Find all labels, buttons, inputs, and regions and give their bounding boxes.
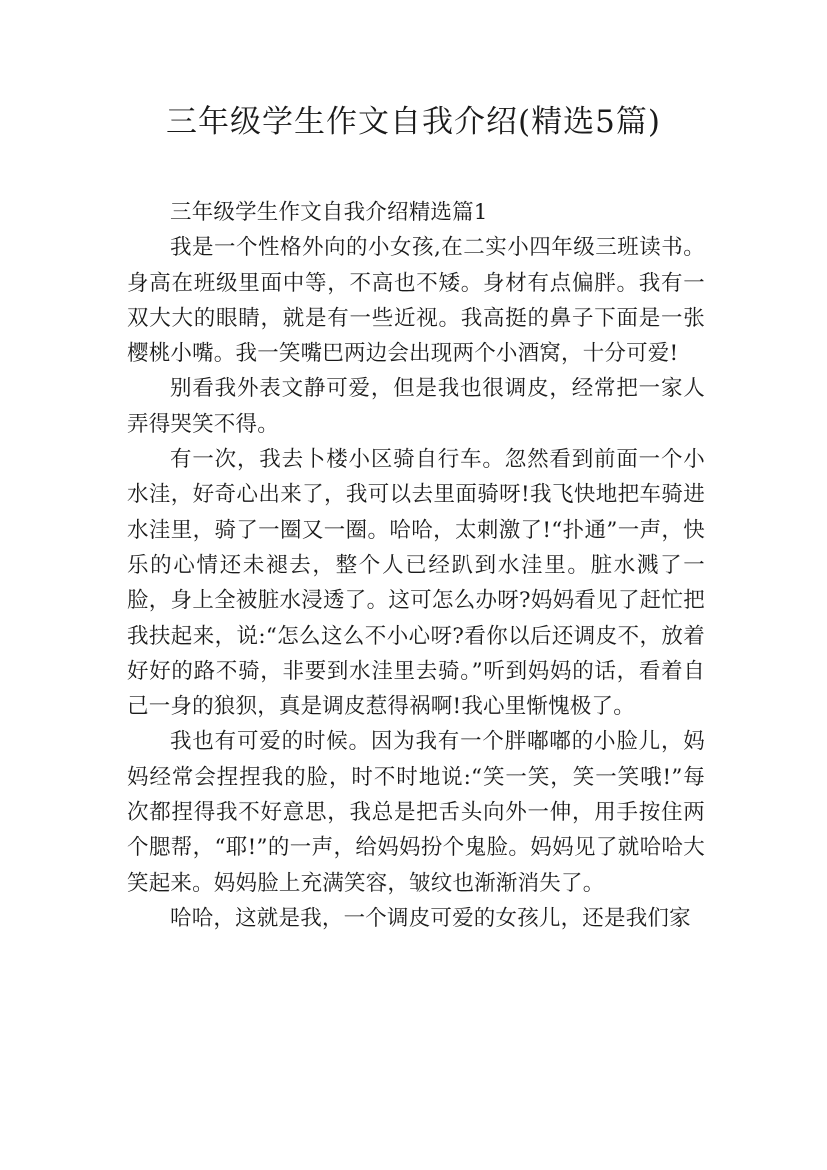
paragraph: 有一次，我去卜楼小区骑自行车。忽然看到前面一个小水洼，好奇心出来了，我可以去里面骑呀!我飞快地把车骑进水洼里，骑了一圈又一圈。哈哈，太刺激了!“扑通”一声，快乐的心情还未褪去，整个人已经趴到水洼里。脏水溅了一脸，身上全被脏水浸透了。这可怎么办呀?妈妈看见了赶忙把我扶起来，说:“怎么这么不小心呀?看你以后还调皮不，放着好好的路不骑，非要到水洼里去骑。”听到妈妈的话，看着自己一身的狼狈，真是调皮惹得祸啊!我心里惭愧极了。 [127, 447, 705, 720]
paragraph: 我也有可爱的时候。因为我有一个胖嘟嘟的小脸儿，妈妈经常会捏捏我的脸，时不时地说:“笑一笑，笑一笑哦!”每次都捏得我不好意思，我总是把舌头向外一伸，用手按住两个腮帮，“耶!”的一声，给妈妈扮个鬼脸。妈妈见了就哈哈大笑起来。妈妈脸上充满笑容，皱纹也渐渐消失了。 [127, 729, 705, 896]
paragraph: 哈哈，这就是我，一个调皮可爱的女孩儿，还是我们家 [170, 905, 691, 931]
document-body [127, 195, 705, 936]
paragraph: 别看我外表文静可爱，但是我也很调皮，经常把一家人弄得哭笑不得。 [127, 376, 705, 437]
section-heading: 三年级学生作文自我介绍精选篇1 [170, 200, 488, 225]
paragraph: 我是一个性格外向的小女孩,在二实小四年级三班读书。身高在班级里面中等，不高也不矮。身材有点偏胖。我有一双大大的眼睛，就是有一些近视。我高挺的鼻子下面是一张樱桃小嘴。我一笑嘴巴两边会出现两个小酒窝，十分可爱! [127, 235, 705, 367]
document-title: 三年级学生作文自我介绍(精选5篇) [166, 104, 661, 140]
